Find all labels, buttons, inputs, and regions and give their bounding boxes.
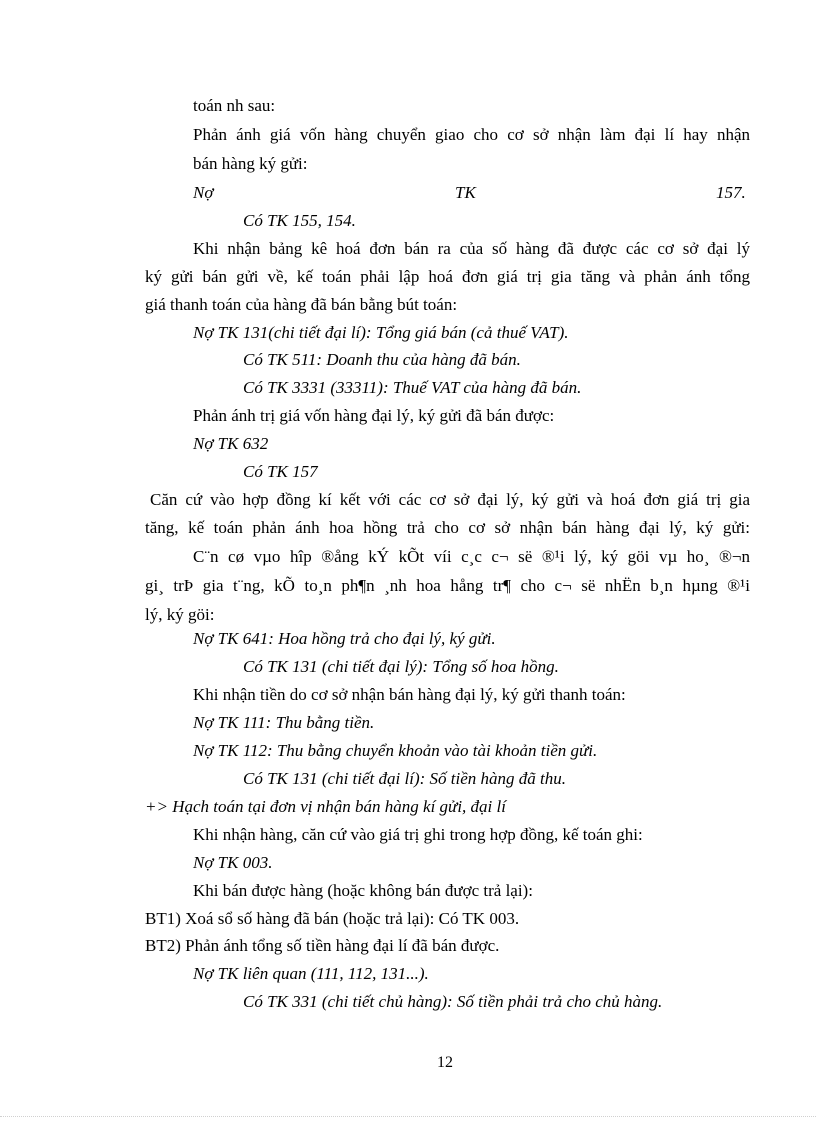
text-line: Khi nhận tiền do cơ sở nhận bán hàng đại lý, ký gửi thanh toán: — [193, 685, 626, 704]
page-bottom-border — [0, 1116, 816, 1117]
text-line: Căn cứ vào hợp đồng kí kết với các cơ sở đại lý, ký gửi và hoá đơn giá trị gia — [150, 490, 750, 509]
text-line: Có TK 331 (chi tiết chủ hàng): Số tiền phải trả cho chủ hàng. — [243, 992, 663, 1011]
text-line: Nợ — [193, 183, 214, 202]
text-line: Khi nhận bảng kê hoá đơn bán ra của số hàng đã được các cơ sở đại lý — [193, 239, 750, 258]
text-line: Nợ TK 131(chi tiết đại lí): Tổng giá bán (cả thuế VAT). — [193, 323, 569, 342]
text-line: Phản ánh giá vốn hàng chuyển giao cho cơ sở nhận làm đại lí hay nhận — [193, 125, 750, 144]
section-heading: +> Hạch toán tại đơn vị nhận bán hàng kí gửi, đại lí — [145, 797, 506, 816]
text-line: Có TK 157 — [243, 462, 318, 481]
text-line: ký gửi bán gửi về, kế toán phải lập hoá đơn giá trị gia tăng và phản ánh tổng — [145, 267, 750, 286]
text-line: BT2) Phản ánh tổng số tiền hàng đại lí đã bán được. — [145, 936, 500, 955]
text-line: toán nh sau: — [193, 96, 276, 115]
text-line: Nợ TK 112: Thu bằng chuyển khoản vào tài khoản tiền gửi. — [193, 741, 598, 760]
text-line: gi¸ trÞ gia t¨ng, kÕ to¸n ph¶n ¸nh hoa hång tr¶ cho c¬ së nhËn b¸n hµng ®¹i — [145, 576, 750, 595]
text-line: Có TK 131 (chi tiết đại lí): Số tiền hàng đã thu. — [243, 769, 566, 788]
text-line: Nợ TK 632 — [193, 434, 269, 453]
text-line: TK — [455, 183, 476, 202]
text-line: Nợ TK 003. — [193, 853, 273, 872]
text-line: Nợ TK 641: Hoa hồng trả cho đại lý, ký gửi. — [193, 629, 496, 648]
text-line: Khi nhận hàng, căn cứ vào giá trị ghi trong hợp đồng, kế toán ghi: — [193, 825, 643, 844]
text-line: Khi bán được hàng (hoặc không bán được trả lại): — [193, 881, 533, 900]
text-line: lý, ký göi: — [145, 605, 215, 624]
text-line: bán hàng ký gửi: — [193, 154, 308, 173]
text-line: BT1) Xoá sổ số hàng đã bán (hoặc trả lại): Có TK 003. — [145, 909, 520, 928]
text-line: 157. — [716, 183, 746, 202]
text-line: giá thanh toán của hàng đã bán bằng bút toán: — [145, 295, 458, 314]
text-line: Có TK 155, 154. — [243, 211, 356, 230]
text-line: Nợ TK liên quan (111, 112, 131...). — [193, 964, 429, 983]
text-line: Phản ánh trị giá vốn hàng đại lý, ký gửi đã bán được: — [193, 406, 555, 425]
text-line: Có TK 3331 (33311): Thuế VAT của hàng đã bán. — [243, 378, 582, 397]
text-line: tăng, kế toán phản ánh hoa hồng trả cho cơ sở nhận bán hàng đại lý, ký gửi: — [145, 518, 750, 537]
text-line: C¨n cø vµo hîp ®ång kÝ kÕt víi c¸c c¬ së ®¹i lý, ký göi vµ ho¸ ®¬n — [193, 547, 750, 566]
text-line: Có TK 511: Doanh thu của hàng đã bán. — [243, 350, 521, 369]
text-line: Nợ TK 111: Thu bằng tiền. — [193, 713, 375, 732]
page-number — [0, 1054, 816, 1072]
text-line: Có TK 131 (chi tiết đại lý): Tổng số hoa hồng. — [243, 657, 559, 676]
page-number-text: 12 — [437, 1054, 453, 1071]
